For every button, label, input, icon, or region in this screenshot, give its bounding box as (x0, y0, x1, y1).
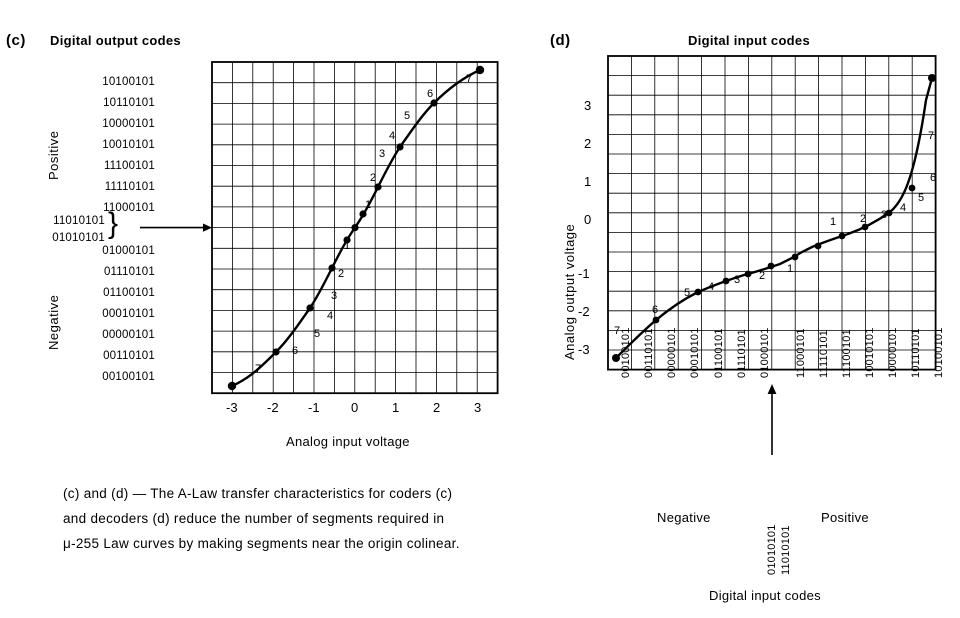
panel-d-code-12: 10110101 (910, 328, 922, 378)
panel-c-positive-code-1: 10110101 (103, 97, 155, 109)
panel-c-xtick-0: -3 (226, 400, 238, 415)
panel-d-seg-left-4: 4 (708, 281, 715, 293)
panel-c-xtick-1: -2 (267, 400, 279, 415)
panel-c-positive-code-4: 11100101 (103, 160, 155, 172)
panel-c-negative-code-3: 00010101 (102, 308, 155, 320)
panel-d-code-3: 00010101 (689, 327, 701, 378)
panel-c-positive-code-2: 10000101 (102, 118, 155, 130)
panel-d-ytick-4: -1 (578, 266, 590, 281)
panel-d-code-6: 01000101 (759, 327, 771, 378)
panel-c-negative-code-2: 01100101 (103, 287, 155, 299)
panel-c-seg-lower-2: 2 (338, 268, 345, 280)
panel-c-seg-lower-7: 7 (255, 363, 262, 375)
panel-c-negative-code-6: 00100101 (102, 371, 155, 383)
panel-d-heading: Digital input codes (688, 33, 810, 48)
panel-c-seg-lower-5: 5 (314, 328, 321, 340)
panel-d-seg-right-3: 3 (881, 209, 888, 221)
panel-d-code-1: 00110101 (643, 328, 655, 378)
panel-c-tag: (c) (6, 32, 26, 49)
panel-d-ytick-3: 0 (584, 212, 592, 227)
panel-d-seg-right-1: 1 (830, 216, 837, 228)
panel-d-code-0: 00100101 (620, 327, 632, 378)
panel-c-seg-lower-4: 4 (327, 310, 334, 322)
panel-d-seg-right-7: 7 (928, 130, 935, 142)
panel-d-code-9: 11100101 (841, 329, 853, 378)
panel-d-seg-left-2: 2 (759, 270, 766, 282)
panel-d-seg-left-5: 5 (684, 287, 691, 299)
panel-d-seg-right-2: 2 (860, 213, 867, 225)
panel-d-seg-left-6: 6 (652, 304, 659, 316)
panel-c-seg-upper-6: 6 (427, 88, 434, 100)
panel-c-negative-code-4: 00000101 (102, 329, 155, 341)
panel-c-positive-label: Positive (46, 130, 61, 180)
panel-d-positive-label: Positive (821, 510, 869, 525)
panel-c-heading: Digital output codes (50, 33, 181, 48)
panel-d-ytick-1: 2 (584, 136, 592, 151)
panel-d-ytick-0: 3 (584, 98, 592, 113)
panel-c-negative-code-0: 01000101 (102, 245, 155, 257)
panel-d-center-code-1: 11010101 (780, 525, 792, 575)
panel-c-positive-code-0: 10100101 (102, 76, 155, 88)
panel-c-xlabel: Analog input voltage (286, 434, 410, 449)
panel-d-seg-left-7: 7 (614, 325, 621, 337)
panel-c-seg-lower-3: 3 (331, 290, 338, 302)
panel-c-positive-code-5: 11110101 (104, 181, 155, 193)
panel-d-code-13: 10100101 (933, 327, 945, 378)
panel-d-code-2: 00000101 (666, 327, 678, 378)
panel-c-negative-label: Negative (46, 294, 61, 350)
panel-c-seg-lower-6: 6 (292, 345, 299, 357)
panel-d-ytick-2: 1 (584, 174, 592, 189)
panel-d-code-10: 10010101 (864, 327, 876, 378)
panel-d-decoder-chart (540, 0, 960, 618)
panel-c-xtick-2: -1 (308, 400, 320, 415)
panel-d-tag: (d) (550, 32, 571, 49)
panel-c-negative-code-5: 00110101 (103, 350, 155, 362)
panel-d-code-4: 01100101 (713, 328, 725, 378)
figure-caption: (c) and (d) — The A-Law transfer characteristics for coders (c) and decoders (d) reduce the number of segments required in μ-255 Law curves by making segments near the origin colinear. (63, 486, 460, 551)
panel-d-seg-right-5: 5 (918, 192, 925, 204)
panel-c-input-brace: } (108, 207, 119, 240)
panel-d-code-11: 10000101 (887, 327, 899, 378)
panel-d-code-8: 11110101 (818, 329, 830, 378)
panel-c-xtick-5: 2 (433, 400, 441, 415)
panel-c-xtick-6: 3 (474, 400, 482, 415)
panel-c-seg-lower-1: 1 (344, 240, 351, 252)
panel-c-seg-upper-1: 1 (365, 199, 372, 211)
panel-d-seg-right-6: 6 (930, 172, 937, 184)
panel-d-code-5: 01110101 (736, 329, 748, 378)
panel-c-positive-code-3: 10010101 (102, 139, 155, 151)
panel-d-code-7: 11000101 (795, 328, 807, 378)
panel-d-ylabel: Analog output voltage (562, 223, 577, 360)
panel-d-seg-right-4: 4 (900, 202, 907, 214)
panel-c-negative-code-1: 01110101 (103, 266, 155, 278)
panel-c-input-code-2: 01010101 (52, 232, 105, 244)
panel-c-seg-upper-5: 5 (404, 110, 411, 122)
panel-d-ytick-5: -2 (578, 304, 590, 319)
panel-d-xlabel: Digital input codes (709, 588, 821, 603)
panel-c-seg-upper-4: 4 (389, 130, 396, 142)
panel-d-seg-left-1: 1 (787, 263, 794, 275)
panel-c-xtick-3: 0 (351, 400, 359, 415)
panel-c-positive-code-6: 11000101 (103, 202, 155, 214)
panel-c-xtick-4: 1 (392, 400, 400, 415)
panel-d-center-code-0: 01010101 (766, 524, 778, 575)
panel-d-plot (540, 0, 960, 618)
panel-d-ytick-6: -3 (578, 342, 590, 357)
panel-c-seg-upper-3: 3 (379, 148, 386, 160)
panel-c-input-code-1: 11010101 (53, 215, 105, 227)
panel-c-seg-upper-2: 2 (370, 172, 377, 184)
panel-d-seg-left-3: 3 (734, 274, 741, 286)
panel-d-negative-label: Negative (657, 510, 711, 525)
panel-c-seg-upper-7: 7 (466, 73, 473, 85)
